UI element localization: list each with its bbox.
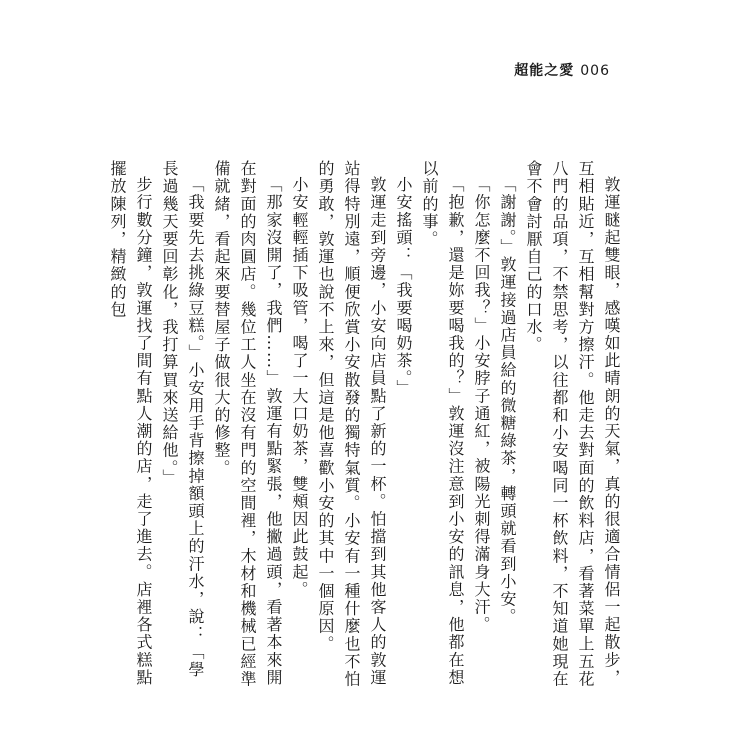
paragraph: 敦運瞇起雙眼，感嘆如此晴朗的天氣，真的很適合情侶一起散步，互相貼近，互相幫對方擦汗。他走去對面的飲料店，看著菜單上五花八門的品項，不禁思考，以往都和小安喝同一杯飲料，不知道她現在會不會討厭自己的口水。 bbox=[524, 160, 621, 688]
paragraph: 「那家沒開了，我們……」敦運有點緊張，他撇過頭，看著本來開在對面的肉圓店。幾位工人坐在沒有門的空間裡，木材和機械已經準備就緒，看起來要替屋子做很大的修整。 bbox=[212, 160, 283, 688]
paragraph: 「我要先去挑綠豆糕。」小安用手背擦掉額頭上的汗水，說：「學長過幾天要回彰化，我打算買來送給他。」 bbox=[160, 160, 205, 679]
paragraph: 步行數分鐘，敦運找了間有點人潮的店，走了進去。店裡各式糕點擺放陳列，精緻的包 bbox=[108, 160, 153, 687]
paragraph: 敦運走到旁邊，小安向店員點了新的一杯。怕擋到其他客人的敦運站得特別遠，順便欣賞小安散發的獨特氣質。小安有一種什麼也不怕的勇敢，敦運也說不上來，但這是他喜歡小安的其中一個原因。 bbox=[316, 160, 387, 688]
book-title: 超能之愛 bbox=[514, 63, 575, 79]
paragraph: 「謝謝。」敦運接過店員給的微糖綠茶，轉頭就看到小安。 bbox=[498, 176, 517, 626]
paragraph: 小安搖頭：「我要喝奶茶。」 bbox=[394, 176, 413, 397]
page-header bbox=[514, 60, 610, 80]
body-text bbox=[104, 160, 624, 690]
paragraph: 「你怎麼不回我？」小安脖子通紅，被陽光刺得滿身大汗。 bbox=[472, 176, 491, 634]
page-number: 006 bbox=[580, 63, 610, 79]
paragraph: 「抱歉，還是妳要喝我的？」敦運沒注意到小安的訊息，他都在想以前的事。 bbox=[420, 160, 465, 687]
paragraph: 小安輕輕插下吸管，喝了一大口奶茶，雙頰因此鼓起。 bbox=[290, 176, 309, 599]
